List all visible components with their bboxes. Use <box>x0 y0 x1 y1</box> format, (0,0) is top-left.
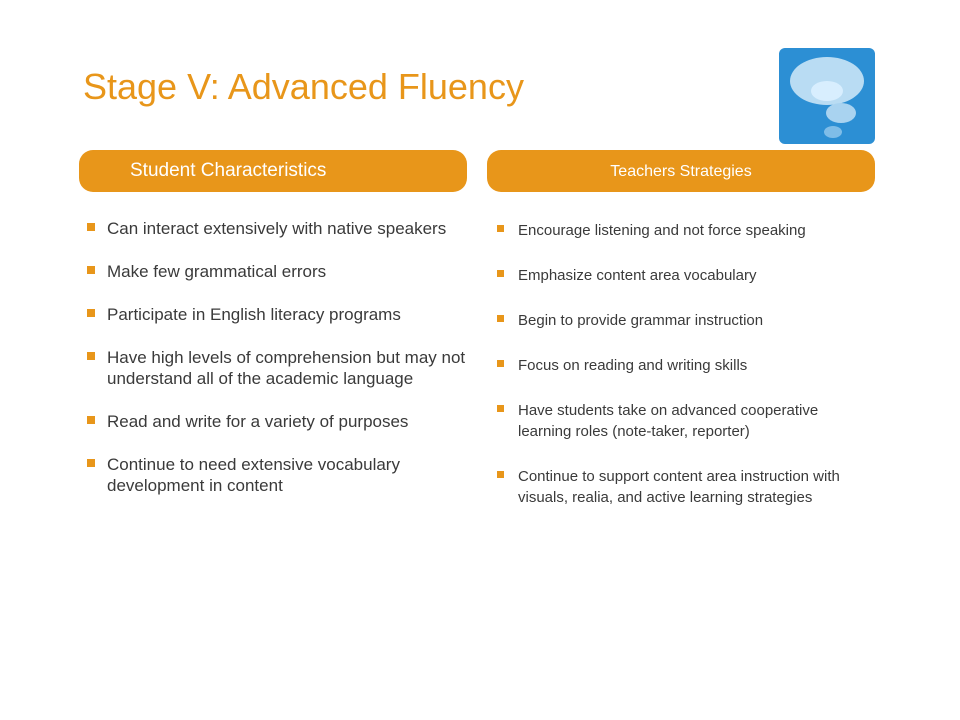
list-item <box>87 454 467 496</box>
square-bullet-icon <box>497 471 504 478</box>
student-characteristics-label: Student Characteristics <box>130 160 327 181</box>
list-item-text: Have students take on advanced cooperative learning roles (note-taker, reporter) <box>518 402 819 440</box>
list-item <box>87 304 467 325</box>
list-item-text: Focus on reading and writing skills <box>518 357 748 374</box>
list-item-text: Continue to support content area instruction with visuals, realia, and active learning strategies <box>518 468 840 506</box>
square-bullet-icon <box>497 405 504 412</box>
square-bullet-icon <box>497 270 504 277</box>
square-bullet-icon <box>87 266 95 274</box>
teachers-strategies-label: Teachers Strategies <box>610 163 752 180</box>
list-item <box>497 265 862 286</box>
student-characteristics-header <box>79 150 467 192</box>
list-item-text: Make few grammatical errors <box>107 262 327 281</box>
list-item-text: Have high levels of comprehension but may not understand all of the academic language <box>107 348 466 388</box>
list-item-text: Continue to need extensive vocabulary development in content <box>107 455 400 495</box>
list-item <box>497 400 862 442</box>
list-item <box>87 347 467 389</box>
list-item <box>87 218 467 239</box>
list-item <box>497 310 862 331</box>
list-item-text: Emphasize content area vocabulary <box>518 267 757 284</box>
square-bullet-icon <box>87 416 95 424</box>
list-item-text: Encourage listening and not force speaking <box>518 222 806 239</box>
list-item <box>87 411 467 432</box>
list-item <box>497 355 862 376</box>
square-bullet-icon <box>497 360 504 367</box>
list-item <box>497 220 862 241</box>
list-item <box>87 261 467 282</box>
slide-title: Stage V: Advanced Fluency <box>83 66 524 107</box>
square-bullet-icon <box>87 223 95 231</box>
teachers-strategies-header <box>487 150 875 192</box>
square-bullet-icon <box>87 459 95 467</box>
square-bullet-icon <box>497 225 504 232</box>
square-bullet-icon <box>87 352 95 360</box>
list-item-text: Read and write for a variety of purposes <box>107 412 409 431</box>
square-bullet-icon <box>87 309 95 317</box>
list-item-text: Participate in English literacy programs <box>107 305 401 324</box>
list-item <box>497 466 862 508</box>
list-item-text: Begin to provide grammar instruction <box>518 312 764 329</box>
list-item-text: Can interact extensively with native speakers <box>107 219 447 238</box>
speech-bubble-icon <box>779 48 875 144</box>
student-characteristics-list <box>87 218 467 518</box>
square-bullet-icon <box>497 315 504 322</box>
teachers-strategies-list <box>497 220 862 532</box>
